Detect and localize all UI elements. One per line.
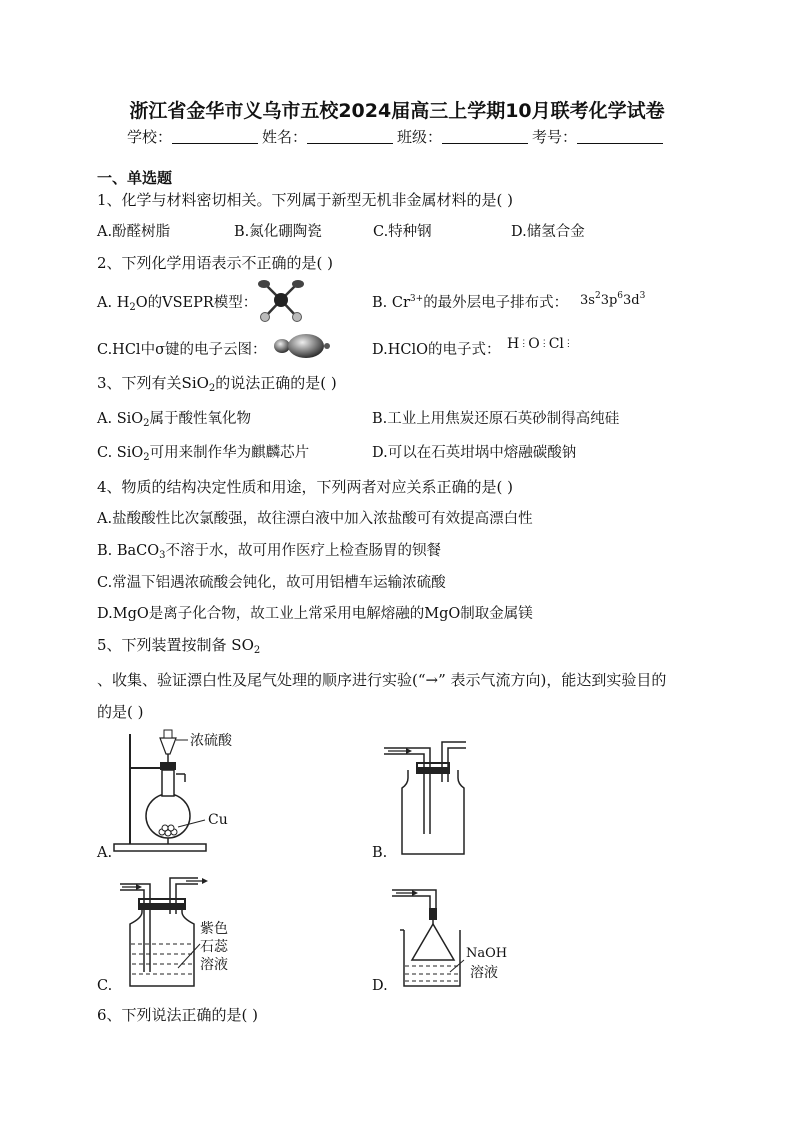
q5-option-b: B.: [372, 845, 388, 861]
exam-no-label: 考号：: [532, 128, 578, 146]
q5-stem-line2: 、收集、验证漂白性及尾气处理的顺序进行实验(“→” 表示气流方向)，能达到实验目的: [97, 671, 667, 689]
q1-option-d: D.储氢合金: [511, 224, 585, 240]
q2-b-electron-config: $3s^23p^63d^3$: [580, 291, 646, 308]
q4-option-b: B. BaCO$_3$不溶于水，故可用作医疗上检查肠胃的钡餐: [97, 543, 442, 561]
q5-stem-line3: 的是( ): [97, 703, 144, 721]
q3-stem: 3、下列有关SiO$_2$的说法正确的是( ): [97, 374, 337, 394]
q5-option-d: D.: [372, 978, 388, 994]
fig-c-label-line1: 紫色: [200, 921, 228, 937]
q3-option-b: B.工业上用焦炭还原石英砂制得高纯硅: [372, 411, 620, 427]
fig-c-label-line2: 石蕊: [200, 939, 228, 955]
apparatus-b-collection-bottle: [384, 734, 474, 864]
fig-c-label-line3: 溶液: [200, 957, 228, 973]
hclo-electron-formula: H⋮O⋮Cl⋮: [507, 336, 573, 352]
q2-option-a: A. $H_2O$的VSEPR模型：: [97, 295, 258, 313]
q1-option-c: C.特种钢: [373, 224, 432, 240]
q6-stem: 6、下列说法正确的是( ): [97, 1006, 259, 1024]
q1-option-a: A.酚醛树脂: [97, 224, 171, 240]
q4-option-d: D.MgO是离子化合物，故工业上常采用电解熔融的MgO制取金属镁: [97, 606, 533, 622]
vsepr-model-image: [254, 279, 310, 325]
fig-a-acid-label: 浓硫酸: [190, 733, 232, 749]
q4-option-c: C.常温下铝遇浓硫酸会钝化，故可用铝槽车运输浓硫酸: [97, 575, 446, 591]
school-label: 学校：: [126, 128, 172, 146]
q2-stem: 2、下列化学用语表示不正确的是( ): [97, 254, 334, 272]
q4-option-a: A.盐酸酸性比次氯酸强，故往漂白液中加入浓盐酸可有效提高漂白性: [97, 511, 533, 527]
q4-stem: 4、物质的结构决定性质和用途，下列两者对应关系正确的是( ): [97, 478, 514, 496]
q2-option-d: D.HClO的电子式：: [372, 342, 501, 358]
q3-option-c: C. SiO$_2$可用来制作华为麒麟芯片: [97, 445, 310, 463]
page-title: 浙江省金华市义乌市五校2024届高三上学期10月联考化学试卷: [129, 100, 665, 122]
q5-stem: 5、下列装置按制备 $SO_2$: [97, 636, 261, 656]
name-label: 姓名：: [261, 128, 307, 146]
q1-stem: 1、化学与材料密切相关。下列属于新型无机非金属材料的是( ): [97, 191, 514, 209]
q2-option-c: C.HCl中σ键的电子云图：: [97, 342, 267, 358]
sigma-bond-cloud-image: [270, 331, 332, 361]
name-blank: [307, 129, 393, 144]
class-blank: [442, 129, 528, 144]
q3-option-a: A. SiO$_2$属于酸性氧化物: [97, 411, 252, 429]
exam-no-blank: [577, 129, 663, 144]
q3-option-d: D.可以在石英坩埚中熔融碳酸钠: [372, 445, 577, 461]
q2-option-b: B. $Cr^{3+}$的最外层电子排布式：: [372, 294, 569, 311]
q5-option-a: A.: [97, 845, 113, 861]
q5-option-c: C.: [97, 978, 113, 994]
apparatus-d-naoh-beaker: [390, 880, 480, 990]
fig-d-label-line2: 溶液: [470, 965, 498, 981]
fig-d-label-line1: NaOH: [466, 946, 508, 961]
class-label: 班级：: [397, 128, 443, 146]
section-heading: 一、单选题: [97, 169, 173, 187]
school-blank: [172, 129, 258, 144]
student-info-row: [0, 126, 794, 147]
fig-a-cu-label: Cu: [208, 812, 228, 828]
q1-option-b: B.氮化硼陶瓷: [234, 224, 322, 240]
